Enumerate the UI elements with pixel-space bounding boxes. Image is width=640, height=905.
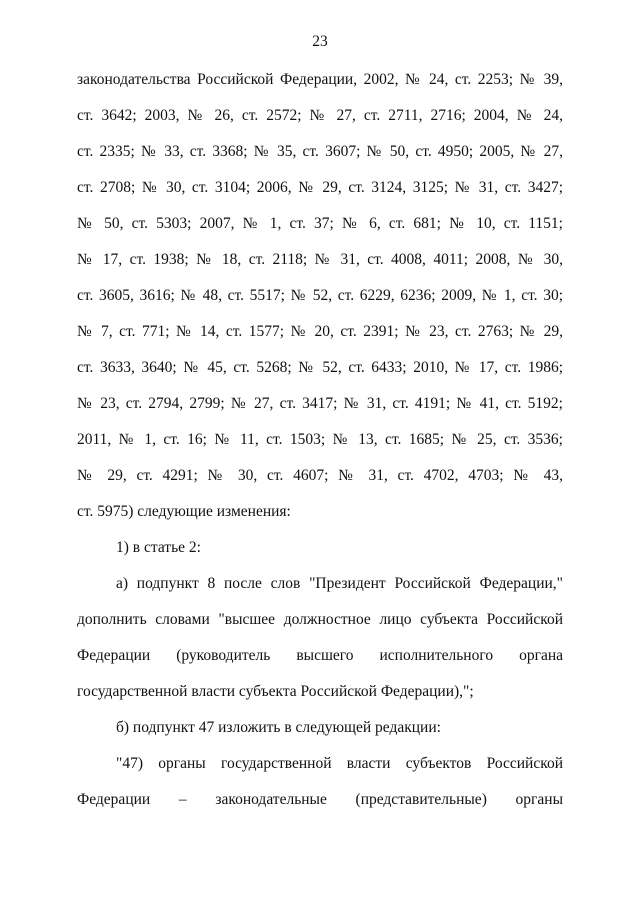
text-line: ст. 3605, 3616; № 48, ст. 5517; № 52, ст. 6229, 6236; 2009, № 1, ст. 30; (77, 287, 563, 304)
text-line: № 7, ст. 771; № 14, ст. 1577; № 20, ст. 2391; № 23, ст. 2763; № 29, (77, 323, 563, 340)
page-number: 23 (312, 33, 328, 50)
text-line: Федерации (руководитель высшего исполнительного органа (77, 647, 563, 664)
text-line: б) подпункт 47 изложить в следующей редакции: (116, 719, 441, 736)
text-line: ст. 2335; № 33, ст. 3368; № 35, ст. 3607; № 50, ст. 4950; 2005, № 27, (77, 143, 563, 160)
text-line: 2011, № 1, ст. 16; № 11, ст. 1503; № 13, ст. 1685; № 25, ст. 3536; (77, 431, 563, 448)
text-line: законодательства Российской Федерации, 2002, № 24, ст. 2253; № 39, (77, 71, 563, 88)
text-line: 1) в статье 2: (116, 539, 201, 556)
text-line: ст. 3642; 2003, № 26, ст. 2572; № 27, ст. 2711, 2716; 2004, № 24, (77, 107, 563, 124)
text-line: № 50, ст. 5303; 2007, № 1, ст. 37; № 6, ст. 681; № 10, ст. 1151; (77, 215, 563, 232)
text-line: "47) органы государственной власти субъектов Российской (116, 755, 563, 772)
text-line: дополнить словами "высшее должностное лицо субъекта Российской (77, 611, 563, 628)
text-line: ст. 3633, 3640; № 45, ст. 5268; № 52, ст. 6433; 2010, № 17, ст. 1986; (77, 359, 563, 376)
text-line: № 17, ст. 1938; № 18, ст. 2118; № 31, ст. 4008, 4011; 2008, № 30, (77, 251, 563, 268)
text-line: ст. 5975) следующие изменения: (77, 503, 291, 520)
text-line: ст. 2708; № 30, ст. 3104; 2006, № 29, ст. 3124, 3125; № 31, ст. 3427; (77, 179, 563, 196)
text-line: № 23, ст. 2794, 2799; № 27, ст. 3417; № 31, ст. 4191; № 41, ст. 5192; (77, 395, 563, 412)
text-line: государственной власти субъекта Российской Федерации),"; (77, 683, 474, 700)
text-line: № 29, ст. 4291; № 30, ст. 4607; № 31, ст. 4702, 4703; № 43, (77, 467, 563, 484)
text-line: Федерации – законодательные (представительные) органы (77, 791, 563, 808)
text-line: а) подпункт 8 после слов "Президент Российской Федерации," (116, 575, 563, 592)
